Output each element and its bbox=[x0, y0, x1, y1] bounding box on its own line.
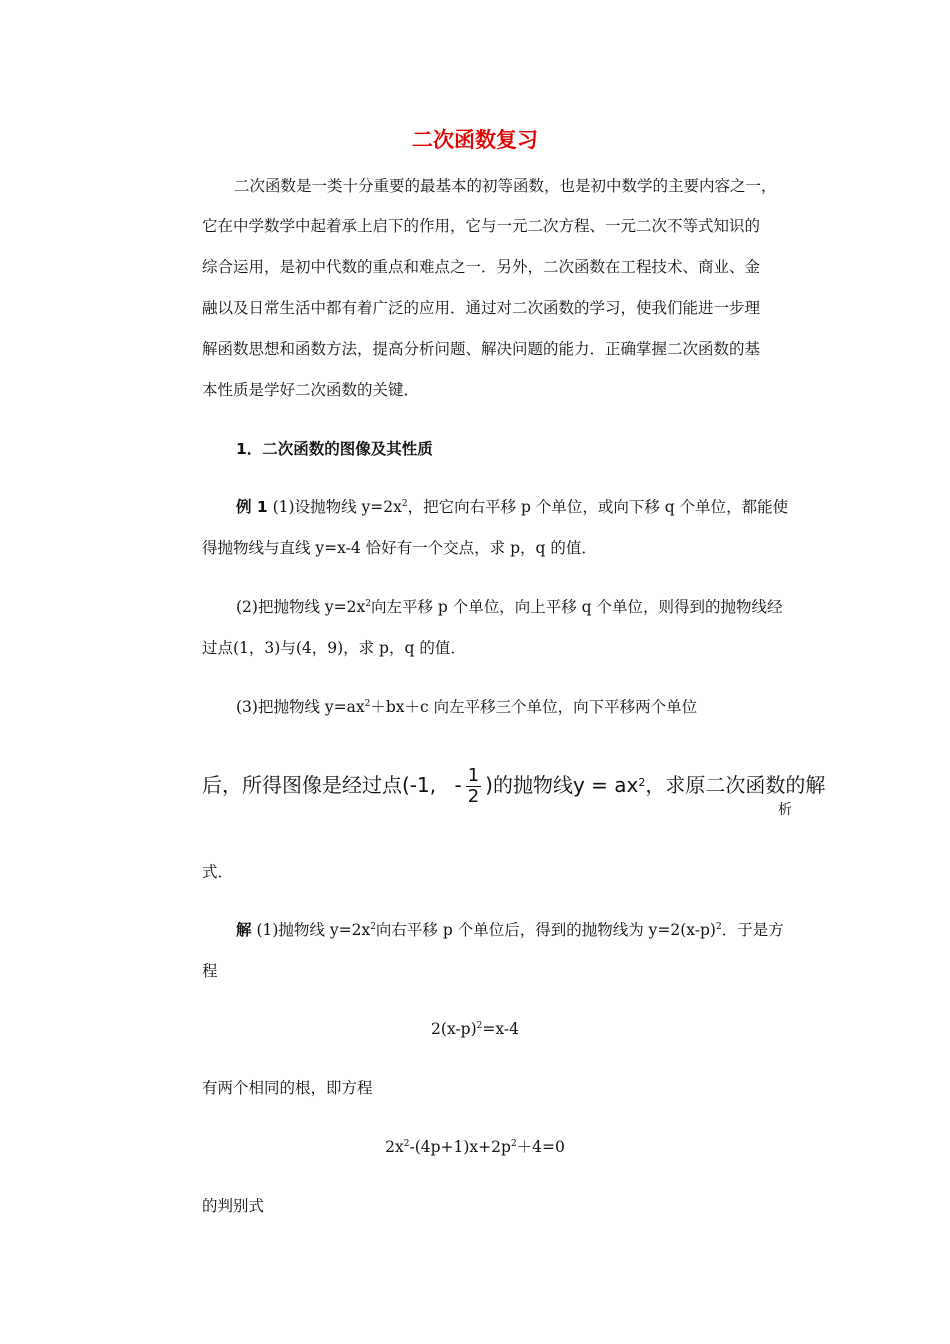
solution-label: 解 bbox=[236, 921, 252, 939]
example-1-part-2: (2)把抛物线 $y=2x^2$向左平移 p 个单位，向上平移 q 个单位，则得到的抛物线经 bbox=[236, 598, 783, 616]
solution-line-4: 的判别式 bbox=[202, 1197, 265, 1215]
section-heading: 1．二次函数的图像及其性质 bbox=[236, 440, 433, 458]
intro-line: 解函数思想和函数方法，提高分析问题、解决问题的能力．正确掌握二次函数的基 bbox=[202, 340, 761, 358]
equation-2: $2x^2-(4p+1)x+2p^2+4=0$ bbox=[385, 1138, 565, 1156]
example-1-part-3: (3)把抛物线 $y=ax^2+bx+c$ 向左平移三个单位，向下平移两个单位 bbox=[236, 698, 698, 716]
solution-part-1-line2: 程 bbox=[202, 962, 218, 980]
solution-part-1: 解 (1)抛物线 $y=2x^2$向右平移 p 个单位后，得到的抛物线为 $y=2(x-p)^2$．于是方 bbox=[236, 921, 784, 939]
example-1-end: 式． bbox=[202, 863, 234, 881]
solution-line-3: 有两个相同的根，即方程 bbox=[202, 1079, 373, 1097]
intro-line: 它在中学数学中起着承上启下的作用，它与一元二次方程、一元二次不等式知识的 bbox=[202, 217, 761, 235]
formula-image-line: 后，所得图像是经过点(-1, - $\frac{1}{2}$ )的抛物线$y = ax^2$，求原二次函数的解 bbox=[202, 765, 826, 807]
example-1-part-2-line2: 过点(1，3)与(4，9)，求 p，q 的值． bbox=[202, 639, 466, 657]
intro-line: 本性质是学好二次函数的关键． bbox=[202, 381, 420, 399]
equation-1: $2(x-p)^2=x-4$ bbox=[431, 1020, 519, 1038]
intro-line: 融以及日常生活中都有着广泛的应用．通过对二次函数的学习，使我们能进一步理 bbox=[202, 299, 761, 317]
intro-line: 二次函数是一类十分重要的最基本的初等函数，也是初中数学的主要内容之一， bbox=[234, 177, 777, 195]
page-title: 二次函数复习 bbox=[412, 128, 538, 152]
example-1-part-1-line2: 得抛物线与直线 y=x-4 恰好有一个交点，求 p，q 的值． bbox=[202, 539, 597, 557]
intro-line: 综合运用，是初中代数的重点和难点之一．另外，二次函数在工程技术、商业、金 bbox=[202, 258, 761, 276]
trailing-char: 析 bbox=[778, 802, 792, 818]
example-label: 例 1 bbox=[236, 498, 268, 516]
fraction-one-half: $\frac{1}{2}$ bbox=[467, 765, 480, 807]
example-1-part-1: 例 1 (1)设抛物线 $y=2x^2$，把它向右平移 p 个单位，或向下移 q 个单位，都能使 bbox=[236, 498, 789, 516]
